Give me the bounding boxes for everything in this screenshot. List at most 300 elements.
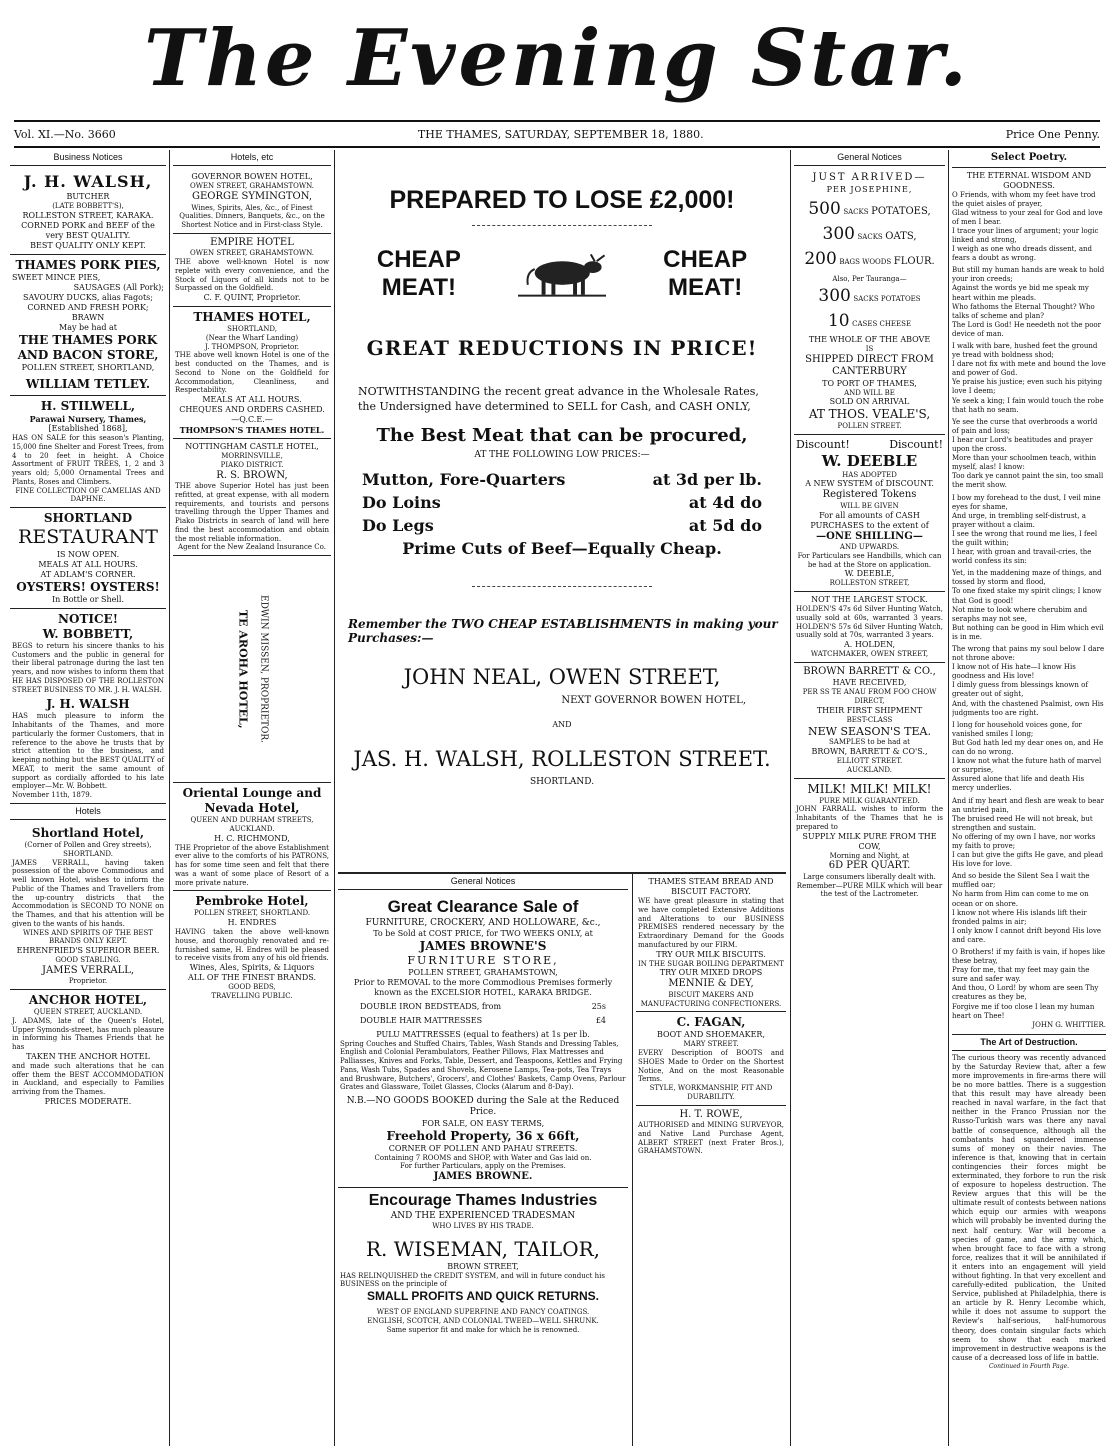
poem-line: I see the wrong that round me lies, I feel the guilt within; — [952, 529, 1098, 547]
poem-line: The wrong that pains my soul below I dare not throne above: — [952, 645, 1105, 663]
column-hotels — [173, 150, 331, 1446]
ad-slogan: SMALL PROFITS AND QUICK RETURNS. — [366, 1289, 599, 1303]
ad-line: WINES AND SPIRITS OF THE BEST BRANDS ONLY KEPT. — [23, 928, 153, 946]
bed-row — [340, 1016, 626, 1026]
ad-line: ELLIOTT STREET. — [836, 757, 903, 765]
ad-line: In Bottle or Shell. — [51, 594, 125, 604]
poem-line: I only know I cannot drift beyond His love and care. — [952, 926, 1102, 944]
column-heading: Business Notices — [10, 150, 166, 166]
bull-icon — [518, 249, 607, 299]
ad-signature: A. HOLDEN, — [844, 640, 895, 649]
ad-line: (Near the Wharf Landing) — [205, 333, 299, 342]
ad-title: W. BOBBETT, — [42, 626, 134, 641]
produce-row — [796, 311, 943, 332]
ad-title: NOT THE LARGEST STOCK. — [811, 595, 928, 604]
ad-body: EVERY Description of BOOTS and SHOES Made to Order on the Shortest Notice, And on the most Reasonable Terms. — [638, 1049, 784, 1084]
poem-line: The Lord is God! He needeth not the poor device of man. — [952, 320, 1101, 338]
ad-line: FURNITURE, CROCKERY, AND HOLLOWARE, &c., — [365, 917, 601, 928]
ad-line: STYLE, WORKMANSHIP, FIT AND DURABILITY. — [649, 1084, 773, 1101]
poem-line: No harm from Him can come to me on ocean or on shore. — [952, 890, 1089, 908]
ad-fagan-boots — [636, 1012, 786, 1105]
ad-line: BUTCHER — [66, 192, 110, 202]
poem-line: And if my heart and flesh are weak to bear an untried pain, — [952, 796, 1104, 814]
produce-unit: SACKS — [843, 207, 869, 216]
discount-label: Discount! — [796, 438, 850, 451]
ad-line: [Established 1868], — [48, 424, 128, 433]
ad-body: JAMES VERRALL, having taken possession of the above Commodious and well known Hotel, wishes to inform the Public of the Thames and Travellers from the up-country districts that the Accommodation is SECOND TO NONE on the Thames, and that his attention will be given to the wants of his hands. — [12, 858, 164, 928]
ad-title: Shortland Hotel, — [31, 826, 145, 840]
ad-title: SHORTLAND — [43, 511, 133, 525]
ad-line: Large consumers liberally dealt with. — [803, 872, 936, 881]
shop-john-neal: JOHN NEAL, OWEN STREET, — [403, 664, 721, 689]
column-heading: General Notices — [794, 150, 945, 166]
ad-line: —ONE SHILLING— — [816, 530, 923, 542]
poem-line: But still my human hands are weak to hold your iron creeds; — [952, 266, 1105, 284]
poem-line: Who fathoms the Eternal Thought? Who talks of scheme and plan? — [952, 302, 1095, 320]
poem-line: I know not where His islands lift their fronded palms in air; — [952, 908, 1087, 926]
poem-line: Forgive me if too close I lean my human heart on Thee! — [952, 1002, 1095, 1020]
ad-line: TAKEN THE ANCHOR HOTEL — [26, 1051, 150, 1061]
ad-date: November 11th, 1879. — [12, 791, 92, 799]
ad-title: NEW SEASON'S TEA. — [807, 724, 931, 738]
ad-line: —Q.C.E.— — [231, 415, 273, 424]
conjunction: AND — [552, 719, 572, 729]
price-item: Mutton, Fore-Quarters — [362, 469, 566, 489]
ad-line: ENGLISH, SCOTCH, AND COLONIAL TWEED—WELL SHRUNK. — [367, 1316, 599, 1325]
column-general-notices-right — [794, 150, 945, 1446]
poem-line: No offering of my own I have, nor works my faith to prove; — [952, 832, 1096, 850]
ad-line: AT ADLAM'S CORNER. — [40, 569, 136, 579]
ad-walsh-butcher — [10, 169, 166, 255]
ad-wiseman-tailor — [338, 1188, 628, 1338]
produce-unit: CASES CHEESE — [852, 319, 912, 328]
ad-line: THE WHOLE OF THE ABOVE — [808, 334, 931, 344]
produce-qty: 10 — [827, 310, 850, 331]
ad-title: GOVERNOR BOWEN HOTEL, — [191, 172, 313, 182]
ad-body: JOHN FARRALL wishes to inform the Inhabitants of the Thames that he is prepared to — [796, 805, 943, 831]
following-prices: AT THE FOLLOWING LOW PRICES:— — [474, 449, 650, 460]
ad-title: MILK! MILK! MILK! — [807, 781, 932, 796]
ad-title: H. T. ROWE, — [679, 1108, 743, 1120]
ad-line: AUCKLAND. — [847, 765, 892, 774]
ad-line: FOR SALE, ON EASY TERMS, — [421, 1118, 545, 1128]
ad-title: THAMES HOTEL, — [193, 310, 311, 324]
ad-line: IS NOW OPEN. — [56, 549, 120, 559]
ad-line: THEIR FIRST SHIPMENT — [816, 705, 923, 715]
column-general-notices — [338, 874, 628, 1446]
bed-item: DOUBLE IRON BEDSTEADS, from — [360, 1001, 502, 1011]
column-rule — [334, 150, 335, 1446]
ad-body: J. ADAMS, late of the Queen's Hotel, Upper Symonds-street, has much pleasure in informing his Thames Friends that he has — [12, 1016, 164, 1051]
produce-unit: BAGS WOODS — [839, 258, 892, 267]
ad-line: WILL BE GIVEN — [840, 501, 899, 510]
poem-line: I know not what the future hath of marvel or surprise, — [952, 757, 1102, 775]
poem-line: Ye see the curse that overbroods a world of pain and loss; — [952, 417, 1098, 435]
cheap-meat-banner — [338, 246, 786, 302]
poem-line: Yet, in the maddening maze of things, and tossed by storm and flood, — [952, 569, 1102, 587]
ad-line: BEST QUALITY ONLY KEPT. — [30, 241, 146, 250]
ad-cheap-meat — [338, 150, 786, 874]
ad-line: GOOD BEDS, — [228, 983, 276, 991]
ad-line: PRICES MODERATE. — [44, 1096, 132, 1106]
ad-steam-bread — [636, 874, 786, 1012]
ad-line: AND THE EXPERIENCED TRADESMAN — [390, 1210, 576, 1221]
ad-line: ALL OF THE FINEST BRANDS. — [187, 973, 317, 982]
poem-line: I dare not fix with mete and bound the love and power of God. — [952, 360, 1106, 378]
ad-line: MEALS AT ALL HOURS. — [202, 395, 302, 404]
newspaper-title: The Evening Star. — [144, 13, 970, 104]
price-row — [362, 470, 762, 489]
ad-line: GEORGE SYMINGTON, — [191, 191, 313, 202]
ad-title: J. H. WALSH — [46, 697, 130, 712]
ad-line: N.B.—NO GOODS BOOKED during the Sale at the Reduced Price. — [346, 1096, 620, 1118]
ad-signature: JAMES BROWNE. — [433, 1171, 533, 1182]
ad-title: Oriental Lounge and Nevada Hotel, — [182, 786, 322, 815]
produce-qty: 300 — [818, 286, 851, 307]
ad-body: NOTWITHSTANDING the recent great advance in the Wholesale Rates, the Undersigned have determined to SELL for Cash, and CASH ONLY, — [358, 385, 759, 414]
ad-line: FINE COLLECTION OF CAMELIAS AND DAPHNE. — [15, 486, 161, 504]
poem-line: Ye praise his justice; even such his pitying love I deem; — [952, 378, 1103, 396]
ad-line: 6D PER QUART. — [828, 860, 911, 872]
ad-line: PURE MILK GUARANTEED. — [819, 796, 920, 805]
poem-line: I trace your lines of argument; your logic linked and strong, — [952, 226, 1099, 244]
ad-line: HAVE RECEIVED, — [832, 678, 907, 688]
ad-line: EHRENFRIED'S SUPERIOR BEER. — [16, 946, 160, 955]
ad-line: WATCHMAKER, OWEN STREET, — [810, 650, 929, 658]
ad-body: BEGS to return his sincere thanks to his Customers and the public in general for their liberal patronage during the last ten years, and now wishes to inform them that HE HAS DISPOSED OF THE ROLLESTON STREET BUSINESS TO MR. J. H. WALSH. — [12, 641, 164, 694]
ad-body: THE above Superior Hotel has just been refitted, at great expense, with all modern requirements, and tourists and persons travelling through the Upper Thames and Piako Districts in search of land will here find the best accommodation and obtain the most reliable information. — [175, 482, 329, 543]
article-body: The curious theory was recently advanced by the Saturday Review that, after a few more improvements in fire-arms there will be no more battles. There is a suggestion that this result may have already been reached in naval warfare, in the fact that neither in the Franco Prussian nor the Russo-Turkish wars was there any naval battle of consequence, although all the combatants had squandered immense sums of money on their navies. The inference is that, knowing that in certain contingencies their forces might be exterminated, they forbore to run the risk of exposure to hopeless destruction. The Review argues that this will be the ultimate result of contests between nations which equip our armies with weapons which will probably be invented during the next half century. War will become a species of game, and the army which, when brought face to face with a strong force, realizes that it will be annihilated if it enters into an engagement will yield without fighting. In that very excellent and carefully-edited publication, the United Service, published at Philadelphia, there is an article by R. Henry Lecombe which, while it does not assume to support the Review's half-serious, half-humorous theory, does contain singular facts which seem to show that each marked improvement in destructive weapons is the cause of a decreased loss of life in battle. — [952, 1053, 1106, 1362]
ad-body: Spring Couches and Stuffed Chairs, Tables, Wash Stands and Dressing Tables, English and Colonial Perambulators, Feather Pillows, Flax Mattresses and Palliasses, Knives and Forks, Table, Dessert, and Teaspoons, Kettles and Frying Pans, Wash Tubs, Spades and Shovels, Kerosene Lamps, Tea-pots, Tea Trays and Brushware, Butchers', Grocers', and Clothes' Baskets, Camp Ovens, Parlour Grates and Glassware, Toilet Glasses, Clocks (Alarum and 8-Day). — [340, 1039, 626, 1092]
ad-line: BISCUIT MAKERS AND MANUFACTURING CONFECTIONERS. — [640, 990, 782, 1008]
produce-row — [796, 224, 943, 245]
poem-title: THE ETERNAL WISDOM AND GOODNESS. — [966, 170, 1092, 190]
ad-line: WHO LIVES BY HIS TRADE. — [432, 1221, 534, 1230]
ad-clearance-sale — [338, 893, 628, 1187]
ad-line: AND WILL BE — [844, 388, 895, 397]
ad-line: TRY OUR MIXED DROPS — [659, 968, 763, 978]
ad-signature: JAMES VERRALL, — [41, 964, 135, 976]
ad-line: SWEET MINCE PIES, — [12, 273, 101, 282]
ad-title: AT THOS. VEALE'S, — [808, 407, 931, 422]
price-row — [362, 493, 762, 512]
ad-farrall-milk — [794, 779, 945, 903]
ad-line: POLLEN STREET, SHORTLAND. — [193, 909, 311, 918]
great-reductions: GREAT REDUCTIONS IN PRICE! — [366, 336, 758, 360]
column-select-poetry — [952, 150, 1106, 1446]
ad-line: (LATE BOBBETT'S), — [52, 202, 124, 211]
ad-rowe-surveyor — [636, 1106, 786, 1160]
poem-line: I hear, with groan and travail-cries, the world confess its sin: — [952, 548, 1092, 566]
column-heading: Hotels — [10, 804, 166, 820]
ad-line: CORNER OF POLLEN AND PAHAU STREETS. — [388, 1143, 578, 1153]
ad-subtitle: Parawai Nursery, Thames, — [29, 414, 147, 424]
poem-line: I know not of His hate—I know His goodness and His love! — [952, 663, 1076, 681]
ad-line: A NEW SYSTEM of DISCOUNT. — [805, 479, 934, 489]
ad-line: BOOT AND SHOEMAKER, — [657, 1030, 765, 1040]
ad-line: SHORTLAND, — [227, 325, 277, 333]
ad-title: W. DEEBLE — [821, 451, 918, 470]
poem-line: I bow my forehead to the dust, I veil mine eyes for shame, — [952, 493, 1101, 511]
dateline — [14, 120, 1100, 148]
column-rule — [169, 150, 170, 1446]
ad-line: PER JOSEPHINE, — [826, 184, 913, 194]
price-list — [362, 470, 762, 558]
ad-holden-watches — [794, 592, 945, 663]
ad-line: OWEN STREET, GRAHAMSTOWN. — [190, 182, 314, 191]
ad-anchor-hotel — [10, 990, 166, 1110]
ad-line: CORNED AND FRESH PORK; BRAWN — [27, 303, 149, 322]
ad-line: EDWIN MISSEN, PROPRIETOR. — [258, 594, 269, 744]
continued-note: Continued in Fourth Page. — [988, 1362, 1070, 1370]
ad-line: Proprietor. — [68, 977, 108, 986]
ad-title: THAMES PORK PIES, — [15, 258, 161, 272]
ad-line: PER SS TE ANAU FROM FOO CHOW DIRECT, — [802, 688, 937, 705]
ad-line: R. S. BROWN, — [216, 469, 288, 481]
ad-title: Encourage Thames Industries — [368, 1191, 598, 1209]
ad-body: HAVING taken the above well-known house, and thoroughly renovated and re-furnished same, H. Endres will be pleased to receive visits from any of his old friends. — [175, 928, 329, 963]
ad-title: Great Clearance Sale of — [387, 897, 579, 917]
ad-line: BEST-CLASS — [846, 715, 893, 724]
ad-brown-barrett-tea — [794, 663, 945, 779]
cheap-meat-left: CHEAP MEAT! — [376, 246, 461, 301]
ad-line: POLLEN STREET, SHORTLAND, — [21, 363, 155, 372]
ad-signature: WILLIAM TETLEY. — [25, 377, 151, 391]
ad-title: C. FAGAN, — [676, 1015, 746, 1030]
poem-line: The bruised reed He will not break, but strengthen and sustain. — [952, 814, 1093, 832]
ad-line: Containing 7 ROOMS and SHOP, with Water and Gas laid on. — [374, 1153, 592, 1162]
ad-line: SAUSAGES (All Pork); — [73, 283, 164, 292]
ad-signature: THOMPSON'S THAMES HOTEL. — [179, 425, 325, 435]
ad-title: R. WISEMAN, TAILOR, — [365, 1236, 601, 1261]
ad-line: CHEQUES AND ORDERS CASHED. — [179, 405, 325, 414]
ad-body: THE above well known Hotel is one of the best conducted on the Thames, and is Second to None on the Goldfield for Accommodation, Cleanliness, and Respectability. — [175, 351, 329, 395]
ad-oriental-lounge — [173, 783, 331, 891]
ad-line: To be Sold at COST PRICE, for TWO WEEKS ONLY, at — [373, 928, 593, 938]
ad-line: MEALS AT ALL HOURS. — [38, 559, 138, 569]
poem-line: And, with the chastened Psalmist, own His judgments too are right. — [952, 699, 1104, 717]
poem-line: O Friends, with whom my feet have trod the quiet aisles of prayer, — [952, 190, 1096, 208]
ad-body: Wines, Spirits, Ales, &c., of Finest Qualities. Dinners, Banquets, &c., on the Shortest Notice and in First-class Style. — [179, 203, 325, 229]
ad-body: WE have great pleasure in stating that we have completed Extensive Additions and Alterations to our BUSINESS PREMISES rendered necessary by the Extraordinary Demand for the Goods manufactured by our FIRM. — [638, 897, 784, 949]
poem-body — [952, 191, 1106, 1021]
poem-line: Not mine to look where cherubim and seraphs may not see, — [952, 605, 1088, 623]
produce-name: FLOUR. — [893, 256, 935, 268]
ad-empire-hotel — [173, 234, 331, 307]
ad-body: AUTHORISED and MINING SURVEYOR, and Native Land Purchase Agent, ALBERT STREET (next Frater Bros.), GRAHAMSTOWN. — [638, 1121, 784, 1156]
ad-nottingham-castle — [173, 439, 331, 556]
ad-line: SHORTLAND. — [63, 849, 113, 858]
ad-shortland-restaurant — [10, 508, 166, 609]
poem-line: Ye seek a king; I fain would touch the robe that hath no seam. — [952, 396, 1104, 414]
ad-headline: PREPARED TO LOSE £2,000! — [389, 186, 735, 214]
poem-line: More than your schoolmen teach, within myself, alas! I know: — [952, 454, 1097, 472]
ad-line: Also, Per Tauranga— — [832, 274, 907, 283]
ad-line: BROWN STREET, — [447, 1261, 519, 1271]
price-value: at 3d per lb. — [652, 469, 762, 489]
ad-line: Wines, Ales, Spirits, & Liquors — [189, 963, 315, 972]
ad-line: POLLEN STREET, GRAHAMSTOWN, — [408, 967, 558, 977]
ad-title: Freehold Property, 36 x 66ft, — [386, 1128, 580, 1143]
ad-line: ROLLESTON STREET, KARAKA. — [22, 211, 154, 220]
discount-label: Discount! — [889, 438, 943, 451]
ad-line: For all amounts of CASH PURCHASES to the extent of — [810, 510, 929, 530]
ad-line: Agent for the New Zealand Insurance Co. — [178, 543, 326, 552]
ad-title: Pembroke Hotel, — [195, 894, 309, 909]
poem-line: I weigh as one who dreads dissent, and fears a doubt as wrong. — [952, 245, 1093, 263]
ad-line: TRY OUR MILK BISCUITS. — [656, 949, 766, 959]
column-rule — [790, 150, 791, 1446]
ad-body: HAS ON SALE for this season's Planting, 15,000 fine Shelter and Forest Trees, from 4 to 20 feet in height. A Choice Assortment of FRUIT TREES, 1, 2 and 3 years old; 5,000 Ornamental Trees and Plants, Roses and Climbers. — [12, 434, 164, 486]
cheap-meat-right: CHEAP MEAT! — [663, 246, 748, 301]
bed-price: 25s — [591, 1001, 606, 1011]
poem-line: I can but give the gifts He gave, and plead His love for love. — [952, 851, 1104, 869]
ad-line: PIAKO DISTRICT. — [220, 460, 284, 469]
ad-line: CANTERBURY — [832, 366, 907, 377]
ad-stilwell-nursery — [10, 396, 166, 508]
produce-qty: 300 — [822, 224, 855, 244]
ad-line: For further Particulars, apply on the Premises. — [400, 1162, 566, 1171]
poem-line: I walk with bare, hushed feet the ground ye tread with boldness shod; — [952, 342, 1098, 360]
ad-title: FURNITURE STORE, — [407, 953, 559, 967]
poem-line: And thou, O Lord! by whom are seen Thy creatures as they be, — [952, 984, 1099, 1002]
price-value: at 5d do — [688, 515, 762, 535]
ad-te-aroha-rotated — [173, 556, 331, 783]
ad-thames-hotel — [173, 307, 331, 439]
ad-title: EMPIRE HOTEL — [210, 236, 294, 248]
ad-pembroke-hotel — [173, 891, 331, 1003]
ad-body: THE above well-known Hotel is now replete with every convenience, and the Stock of Liquors of all kinds not to be Surpassed on the Goldfield. — [175, 258, 329, 293]
ad-body: THE Proprietor of the above Establishment ever alive to the comforts of his PATRONS, has for some time seen and felt that there was a want of some place of Resort of a more private nature. — [175, 843, 329, 887]
ad-title: NOTICE! — [58, 611, 118, 626]
ad-body: HOLDEN'S 47s 6d Silver Hunting Watch, usually sold at 60s, warranted 3 years. HOLDEN'S 57s 6d Silver Hunting Watch, usually sold at 70s, warranted 3 years. — [796, 605, 943, 640]
ad-title: ANCHOR HOTEL, — [28, 993, 148, 1007]
divider — [472, 225, 652, 226]
ad-governor-bowen — [173, 169, 331, 234]
column-bread-boots — [636, 874, 786, 1446]
poem-line: I dimly guess from blessings known of greater out of sight, — [952, 681, 1088, 699]
poem-line: Against the words ye bid me speak my heart within me pleads. — [952, 284, 1089, 302]
poem-line: But God hath led my dear ones on, and He can do no wrong. — [952, 738, 1104, 757]
poem-line: But nothing can be good in Him which evil is in me. — [952, 623, 1104, 641]
bed-row — [340, 1002, 626, 1012]
column-heading: General Notices — [338, 874, 628, 890]
produce-row — [796, 249, 943, 270]
ad-line: SHIPPED DIRECT FROM — [805, 353, 934, 365]
ad-line: H. ENDRES — [227, 918, 277, 927]
poem-line: To one fixed stake my spirit clings; I know that God is good! — [952, 587, 1102, 605]
poem-line: I long for household voices gone, for vanished smiles I long; — [952, 720, 1082, 738]
ad-line: SUPPLY MILK PURE FROM THE COW, — [802, 831, 937, 851]
ad-title: JUST ARRIVED— — [812, 172, 927, 184]
ad-line: (Corner of Pollen and Grey streets), — [24, 841, 152, 849]
ad-shortland-hotel — [10, 823, 166, 990]
price-item: Do Legs — [362, 515, 434, 535]
ad-pork-store — [10, 255, 166, 396]
best-meat: The Best Meat that can be procured, — [376, 424, 748, 446]
ad-line: ROLLESTON STREET, — [829, 579, 910, 588]
ad-signature: W. DEEBLE, — [844, 569, 895, 579]
price-row — [362, 516, 762, 535]
poem-line: And urge, in trembling self-distrust, a prayer without a claim. — [952, 511, 1086, 529]
ad-line: IS — [865, 344, 874, 353]
ad-title: H. STILWELL, — [40, 399, 136, 413]
produce-unit: SACKS — [857, 233, 883, 241]
poem-line: Pray for me, that my feet may gain the sure and safer way. — [952, 966, 1090, 984]
ad-line: TRAVELLING PUBLIC. — [211, 991, 293, 1000]
ad-line: THE THAMES PORK AND BACON STORE, — [17, 333, 159, 362]
poem-line: Assured alone that life and death His mercy underlies. — [952, 775, 1085, 793]
poem-line: And so beside the Silent Sea I wait the muffled oar; — [952, 872, 1090, 890]
poem-author: JOHN G. WHITTIER. — [1032, 1020, 1106, 1029]
ad-line: OYSTERS! OYSTERS! — [16, 579, 160, 594]
ad-body: and made such alterations that he can offer them the BEST ACCOMMODATION in Auckland, and especially to Families arriving from the Thames. — [12, 1061, 164, 1096]
ad-line: IN THE SUGAR BOILING DEPARTMENT — [638, 959, 784, 968]
ad-title: BROWN BARRETT & CO., — [803, 665, 936, 677]
column-heading: Hotels, etc — [173, 150, 331, 166]
column-heading: Select Poetry. — [952, 150, 1106, 168]
ad-title: RESTAURANT — [18, 526, 158, 548]
price: Price One Penny. — [1005, 127, 1100, 141]
ad-line: Morning and Night, at — [829, 851, 910, 860]
ad-line: Registered Tokens — [822, 489, 917, 501]
ad-line: May be had at — [59, 323, 117, 332]
ad-line: Same superior fit and make for which he is renowned. — [386, 1325, 580, 1334]
ad-veale-produce — [794, 169, 945, 435]
produce-unit: SACKS POTATOES — [853, 295, 921, 304]
ad-line: POLLEN STREET. — [837, 422, 902, 431]
poem-line: Too dark ye cannot paint the sin, too small the merit show. — [952, 472, 1104, 490]
column-rule — [632, 874, 633, 1446]
produce-qty: 500 — [808, 198, 841, 219]
ad-line: TO PORT OF THAMES, — [822, 378, 917, 388]
remember-line: Remember the TWO CHEAP ESTABLISHMENTS in making your Purchases:— — [348, 616, 778, 645]
ad-line: Remember—PURE MILK which will bear the test of the Lactrometer. — [796, 881, 943, 899]
shop-jas-walsh: JAS. H. WALSH, ROLLESTON STREET. — [353, 746, 771, 771]
ad-line: J. THOMPSON, Proprietor. — [204, 342, 300, 351]
produce-name: POTATOES, — [871, 205, 931, 217]
poem-line: I hear our Lord's beatitudes and prayer upon the cross. — [952, 435, 1093, 454]
ad-line: HAS ADOPTED — [842, 470, 897, 479]
article-heading: The Art of Destruction. — [952, 1034, 1106, 1051]
ad-line: QUEEN STREET, AUCKLAND. — [33, 1008, 143, 1016]
ad-line: SAVOURY DUCKS, alias Fagots; — [23, 293, 153, 302]
ad-title: MENNIE & DEY, — [668, 978, 754, 990]
ad-signature: C. F. QUINT, Proprietor. — [203, 293, 301, 302]
ad-body: HAS RELINQUISHED the CREDIT SYSTEM, and will in future conduct his BUSINESS on the principle of — [340, 1271, 606, 1289]
ad-line: SAMPLES to be had at — [829, 738, 910, 747]
ad-line: GOOD STABLING. — [55, 956, 121, 964]
price-value: at 4d do — [688, 492, 762, 512]
ad-body: For Particulars see Handbills, which can be had at the Store on application. — [797, 551, 942, 569]
poem-line: Glad witness to your zeal for God and love of men I bear. — [952, 208, 1103, 226]
prime-cuts: Prime Cuts of Beef—Equally Cheap. — [402, 538, 722, 558]
ad-line: AND UPWARDS. — [839, 543, 900, 551]
produce-row — [796, 199, 943, 220]
ad-line: PULU MATTRESSES (equal to feathers) at 1s per lb. — [376, 1029, 590, 1039]
ad-title: NOTTINGHAM CASTLE HOTEL, — [185, 442, 319, 451]
discount-row — [796, 438, 943, 452]
column-business-notices — [10, 150, 166, 1446]
ad-deeble-discount — [794, 435, 945, 592]
price-item: Do Loins — [362, 492, 441, 512]
ad-line: MARY STREET. — [683, 1040, 739, 1049]
ad-line: Prior to REMOVAL to the more Commodious Premises formerly known as the EXCELSIOR HOTEL, KARAKA BRIDGE. — [353, 977, 613, 997]
ad-title: THAMES STEAM BREAD AND BISCUIT FACTORY. — [648, 877, 774, 896]
volume-number: Vol. XI.—No. 3660 — [14, 127, 116, 141]
ad-line: H. C. RICHMOND, — [214, 833, 290, 843]
masthead — [0, 0, 1114, 118]
